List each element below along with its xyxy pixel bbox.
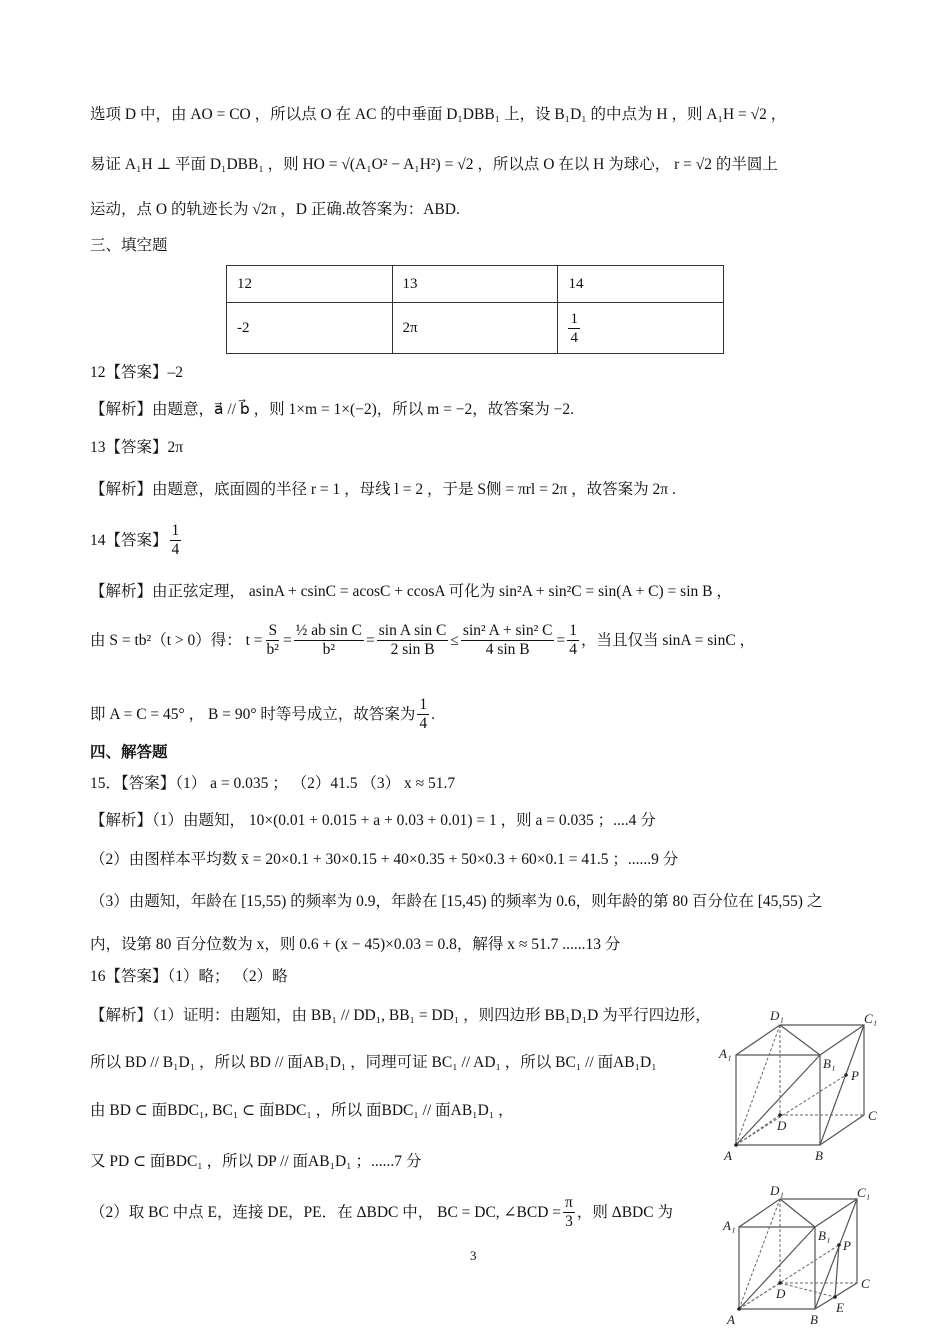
label-a: A xyxy=(727,1312,735,1327)
line-suffix: . xyxy=(431,705,436,723)
table-value-14 xyxy=(558,303,724,354)
para-d-line3: 运动，点 O 的轨迹长为 √2π ，D 正确.故答案为：ABD. xyxy=(90,201,460,218)
q12-analysis: 【解析】由题意，a⃗ // b⃗ ，则 1×m = 1×(−2)，所以 m = −2，故答案为 −2. xyxy=(90,401,574,418)
q14-analysis-line1: 【解析】由正弦定理， asinA + csinC = acosC + ccosA 可化为 sin²A + sin²C = sin(A + C) = sin B ， xyxy=(90,583,732,600)
q15-analysis-4: 内，设第 80 百分位数为 x，则 0.6 + (x − 45)×0.03 = 0.8，解得 x ≈ 51.7 ......13 分 xyxy=(90,936,621,953)
frac-num: π xyxy=(565,1194,573,1211)
frac-den: 2 sin B xyxy=(390,641,435,658)
q14-answer xyxy=(90,522,183,559)
label-a: A xyxy=(724,1148,732,1163)
frac-num: sin A sin C xyxy=(378,622,447,639)
label-p: P xyxy=(843,1238,851,1253)
label-d: D xyxy=(777,1118,787,1133)
line-prefix: 即 A = C = 45° ， B = 90° 时等号成立，故答案为 xyxy=(90,705,416,723)
label-c1: C₁ xyxy=(857,1185,871,1200)
table-value-13: 2π xyxy=(392,303,558,354)
cube-figure-2 xyxy=(710,1175,890,1344)
q15-analysis-3: （3）由题知，年龄在 [15,55) 的频率为 0.9，年龄在 [15,45) 的频率为 0.6，则年龄的第 80 百分位在 [45,55) 之 xyxy=(90,893,823,910)
section4-title: 四、解答题 xyxy=(90,744,168,761)
label-d: D xyxy=(776,1286,786,1301)
para-d-line1: 选项 D 中，由 AO = CO ，所以点 O 在 AC 的中垂面 D₁DBB₁ 上，设 B₁D₁ 的中点为 H ，则 A₁H = √2 ， xyxy=(90,106,787,123)
q16-analysis-4: 又 PD ⊂ 面BDC₁ ，所以 DP // 面AB₁D₁ ；......7 分 xyxy=(90,1153,422,1170)
cube-figure-1 xyxy=(710,1000,890,1170)
label-e: E xyxy=(836,1300,844,1315)
label-p: P xyxy=(851,1068,859,1083)
frac-den: 4 xyxy=(171,541,180,558)
frac-num: ½ ab sin C xyxy=(295,622,363,639)
q16-analysis-5 xyxy=(90,1194,673,1231)
q14-answer-prefix: 14【答案】 xyxy=(90,531,168,549)
label-b: B xyxy=(810,1312,818,1327)
label-a1: A₁ xyxy=(719,1046,732,1061)
table-header-13: 13 xyxy=(392,266,558,303)
label-d1: D₁ xyxy=(770,1008,784,1023)
frac-num: 1 xyxy=(570,310,578,327)
page-number: 3 xyxy=(470,1248,477,1263)
frac-den: b² xyxy=(322,641,336,658)
q15-analysis-2: （2）由图样本平均数 x̄ = 20×0.1 + 30×0.15 + 40×0.35 + 50×0.3 + 60×0.1 = 41.5 ；......9 分 xyxy=(90,851,679,868)
frac-den: 4 xyxy=(419,715,428,732)
q15-analysis-1: 【解析】（1）由题知， 10×(0.01 + 0.015 + a + 0.03 + 0.01) = 1 ，则 a = 0.035 ；....4 分 xyxy=(90,812,656,829)
frac-den: 4 sin B xyxy=(485,641,530,658)
line-prefix: （2）取 BC 中点 E，连接 DE，PE．在 ΔBDC 中， BC = DC, ∠BCD = xyxy=(90,1203,562,1221)
q16-analysis-1: 【解析】（1）证明：由题知，由 BB₁ // DD₁, BB₁ = DD₁ ，则四边形 BB₁D₁D 为平行四边形， xyxy=(90,1007,711,1024)
q14-formula-line xyxy=(90,622,755,659)
frac-den: 4 xyxy=(569,641,577,658)
frac-den: 3 xyxy=(565,1213,573,1230)
formula-prefix: 由 S = tb²（t > 0）得： t = xyxy=(90,631,263,649)
frac-num: 1 xyxy=(171,522,180,539)
label-b1: B₁ xyxy=(818,1228,831,1243)
table-header-14: 14 xyxy=(558,266,724,303)
frac-num: sin² A + sin² C xyxy=(462,622,553,639)
table-header-12: 12 xyxy=(227,266,393,303)
q14-analysis-line3 xyxy=(90,696,435,733)
label-b1: B₁ xyxy=(823,1056,836,1071)
frac-den: b² xyxy=(266,641,279,658)
section3-title: 三、填空题 xyxy=(90,237,168,254)
q13-analysis: 【解析】由题意，底面圆的半径 r = 1 ，母线 l = 2 ，于是 S侧 = πrl = 2π ，故答案为 2π . xyxy=(90,481,676,498)
label-d1: D₁ xyxy=(770,1183,784,1198)
formula-suffix: ，当且仅当 sinA = sinC ， xyxy=(580,631,756,649)
label-b: B xyxy=(815,1148,823,1163)
q16-answer: 16【答案】（1）略； （2）略 xyxy=(90,968,288,985)
equals: = xyxy=(282,631,292,649)
q12-answer: 12【答案】–2 xyxy=(90,364,184,381)
para-d-line2: 易证 A₁H ⊥ 平面 D₁DBB₁ ，则 HO = √(A₁O² − A₁H²) = √2 ，所以点 O 在以 H 为球心， r = √2 的半圆上 xyxy=(90,156,778,173)
answer-table xyxy=(226,265,724,354)
equals: = xyxy=(556,631,566,649)
equals: = xyxy=(366,631,375,649)
table-value-12: -2 xyxy=(227,303,393,354)
q16-analysis-2: 所以 BD // B₁D₁ ，所以 BD // 面AB₁D₁ ，同理可证 BC₁ // AD₁ ，所以 BC₁ // 面AB₁D₁ xyxy=(90,1054,657,1071)
q15-answer: 15．【答案】（1） a = 0.035 ； （2）41.5 （3） x ≈ 51.7 xyxy=(90,775,456,792)
frac-den: 4 xyxy=(570,329,578,346)
label-c: C xyxy=(861,1276,870,1291)
less-equal: ≤ xyxy=(450,631,459,649)
label-c: C xyxy=(868,1108,877,1123)
frac-num: S xyxy=(268,622,278,639)
q16-analysis-3: 由 BD ⊂ 面BDC₁, BC₁ ⊂ 面BDC₁ ，所以 面BDC₁ // 面AB₁D₁ ， xyxy=(90,1102,514,1119)
frac-num: 1 xyxy=(419,696,428,713)
label-a1: A₁ xyxy=(723,1218,736,1233)
line-suffix: ，则 ΔBDC 为 xyxy=(576,1203,673,1221)
label-c1: C₁ xyxy=(864,1011,878,1026)
q13-answer: 13【答案】2π xyxy=(90,439,184,456)
frac-num: 1 xyxy=(569,622,577,639)
